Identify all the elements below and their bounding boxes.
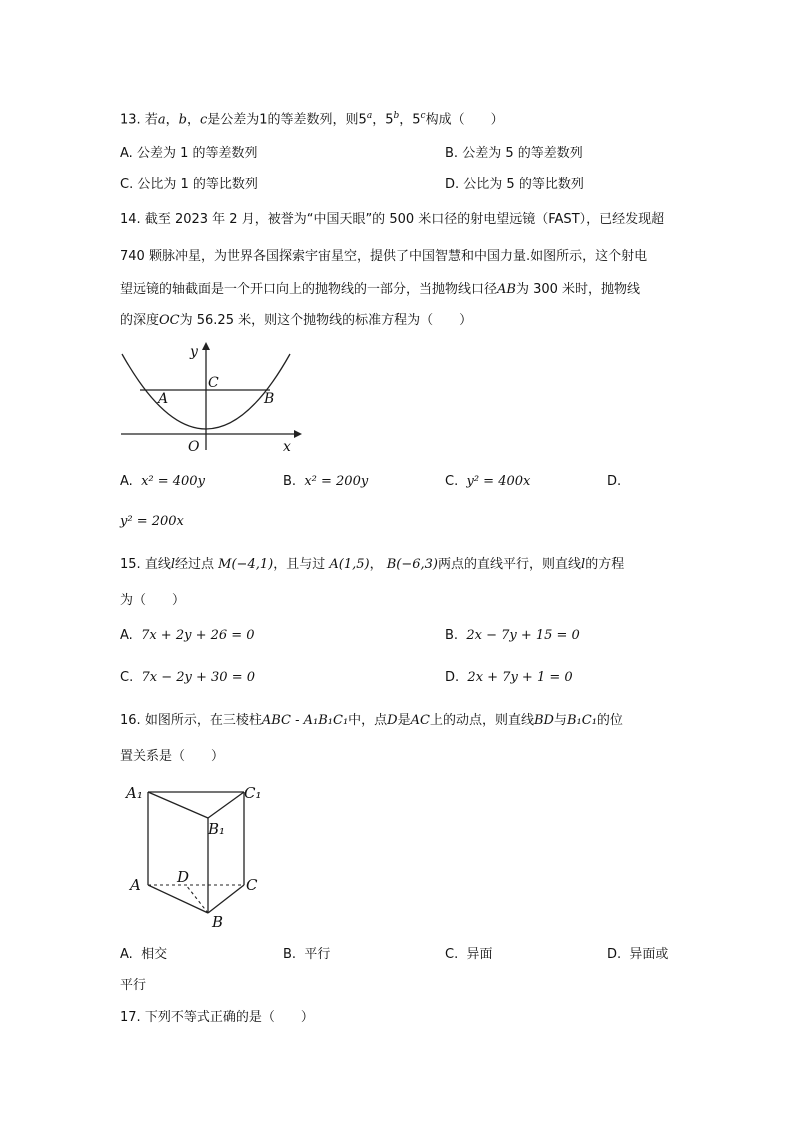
label-b1: B₁ (208, 820, 226, 838)
label-d: D (177, 868, 190, 886)
q16-number: 16. (120, 713, 141, 728)
q13-number: 13. (120, 112, 141, 128)
edge-b1-c1 (208, 792, 244, 818)
q15-option-c[interactable]: C. 7x − 2y + 30 = 0 (120, 670, 255, 685)
q17-number: 17. (120, 1010, 141, 1025)
parabola-figure (118, 340, 304, 454)
edge-a-b (148, 885, 208, 913)
q14-line-1: 14. 截至 2023 年 2 月，被誉为“中国天眼”的 500 米口径的射电望远镜（FAST），已经发现超 (120, 212, 665, 227)
q16-option-a[interactable]: A. 相交 (120, 947, 168, 962)
q13-option-c[interactable]: C. 公比为 1 的等比数列 (120, 177, 258, 192)
label-x: x (283, 439, 291, 454)
q15-number: 15. (120, 557, 141, 572)
label-c: C (246, 876, 258, 894)
q17-stem: 17. 下列不等式正确的是（ ） (120, 1010, 314, 1025)
q15-option-a[interactable]: A. 7x + 2y + 26 = 0 (120, 628, 255, 643)
q16-option-d-cont[interactable]: 平行 (120, 978, 147, 993)
q14-option-c[interactable]: C. y² = 400x (445, 474, 531, 489)
q14-line-2: 740 颗脉冲星，为世界各国探索宇宙星空，提供了中国智慧和中国力量.如图所示，这个射电 (120, 249, 648, 264)
q16-option-b[interactable]: B. 平行 (283, 947, 331, 962)
q16-line-2: 置关系是（ ） (120, 749, 225, 764)
label-a: A (158, 391, 169, 407)
q16-option-d[interactable]: D. 异面或 (607, 947, 669, 962)
q13-option-a[interactable]: A. 公差为 1 的等差数列 (120, 146, 258, 161)
q14-line-4: 的深度OC为 56.25 米，则这个抛物线的标准方程为（ ） (120, 313, 473, 328)
q13-option-d[interactable]: D. 公比为 5 的等比数列 (445, 177, 584, 192)
label-c1: C₁ (244, 784, 262, 802)
q16-line-1: 16. 如图所示，在三棱柱ABC - A₁B₁C₁中，点D是AC上的动点，则直线BD与B₁C₁的位 (120, 713, 623, 728)
q14-option-b[interactable]: B. x² = 200y (283, 474, 369, 489)
q13-stem: 13. 若a，b，c是公差为1的等差数列，则5$^a$，5$^b$，5$^c$构成（ ） (120, 111, 504, 128)
q14-option-d-text[interactable]: y² = 200x (120, 514, 184, 529)
edge-a1-b1 (148, 792, 208, 818)
label-a1: A₁ (126, 784, 143, 802)
edge-b-c (208, 885, 244, 913)
q15-line-2: 为（ ） (120, 593, 186, 608)
q16-option-c[interactable]: C. 异面 (445, 947, 493, 962)
prism-figure (120, 778, 270, 938)
segment-b-d-hidden (186, 885, 208, 913)
q15-line-1: 15. 直线l经过点 M(−4,1)，且与过 A(1,5)， B(−6,3)两点的直线平行，则直线l的方程 (120, 557, 625, 572)
q13-option-b[interactable]: B. 公差为 5 的等差数列 (445, 146, 583, 161)
y-axis-arrow-icon (202, 342, 210, 350)
label-b: B (264, 391, 275, 407)
label-o: O (188, 439, 200, 454)
q14-option-a[interactable]: A. x² = 400y (120, 474, 205, 489)
q14-line-3: 望远镜的轴截面是一个开口向上的抛物线的一部分，当抛物线口径AB为 300 米时，抛物线 (120, 282, 641, 297)
label-c: C (208, 375, 219, 391)
q14-option-d-label[interactable]: D. (607, 474, 622, 489)
q14-number: 14. (120, 212, 141, 227)
x-axis-arrow-icon (294, 430, 302, 438)
label-b: B (212, 913, 224, 931)
label-a: A (130, 876, 141, 894)
q15-option-b[interactable]: B. 2x − 7y + 15 = 0 (445, 628, 580, 643)
label-y: y (190, 344, 198, 360)
q15-option-d[interactable]: D. 2x + 7y + 1 = 0 (445, 670, 573, 685)
